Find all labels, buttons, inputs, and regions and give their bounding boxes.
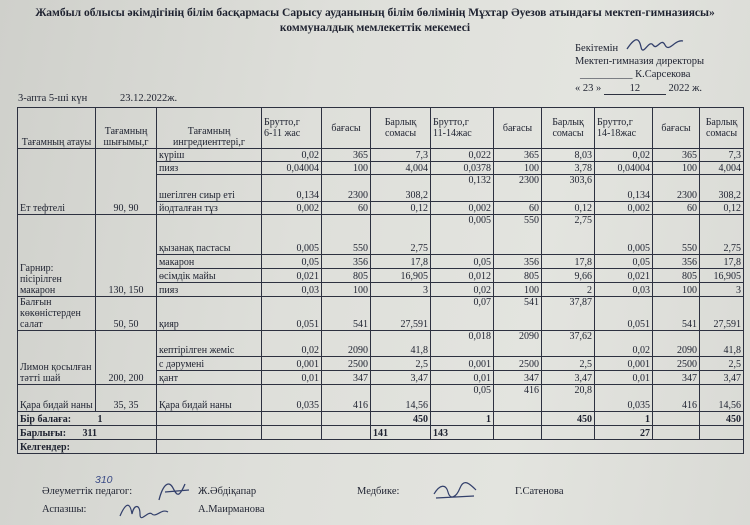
cell-gross-age3: 0,04004	[595, 162, 653, 175]
empty-cell	[700, 426, 744, 440]
cell-total-age2: 0,12	[542, 202, 595, 215]
cell-price-age2: 60	[494, 202, 542, 215]
gross-label: Брутто,г	[433, 117, 469, 128]
per-child-label-text: Бір балаға:	[20, 414, 72, 425]
director-signature-icon	[625, 33, 685, 55]
cell-gross-age1: 0,02	[262, 149, 322, 162]
medic-label: Медбике:	[357, 486, 400, 497]
cell-total-age3: 0,12	[700, 202, 744, 215]
cell-price-age3: 805	[653, 269, 700, 283]
col-price-header-age2: бағасы	[494, 108, 542, 149]
table-row	[18, 297, 744, 331]
table-row	[18, 215, 744, 255]
attended-row	[18, 440, 744, 454]
cell-total-age2: 2,5	[542, 357, 595, 371]
cell-price-age1: 356	[322, 255, 371, 269]
ingredient-name: қант	[157, 371, 262, 385]
cell-price-age3: 100	[653, 162, 700, 175]
dish-name: Лимон қосылған тәтті шай	[18, 331, 96, 385]
col-price-header-age3: бағасы	[653, 108, 700, 149]
cell-total-age1: 16,905	[371, 269, 431, 283]
cell-total-age2: 9,66	[542, 269, 595, 283]
cell-price-age1: 347	[322, 371, 371, 385]
cell-price-age3: 100	[653, 283, 700, 297]
cell-gross-age3: 0,02	[595, 331, 653, 357]
week-day: 3-апта 5-ші күн	[18, 93, 88, 104]
cell-price-age1: 416	[322, 385, 371, 412]
org-header-line1: Жамбыл облысы әкімдігінің білім басқармасы Сарысу ауданының білім бөлімінің Мұхтар Әуезов атындағы мектеп-гимназиясы»	[35, 7, 715, 19]
per-child-count-2: 1	[431, 412, 494, 426]
approval-date-year: 2022 ж.	[668, 83, 703, 94]
cell-total-age3: 16,905	[700, 269, 744, 283]
medic-name: Г.Сатенова	[515, 486, 564, 497]
dish-yield: 50, 50	[96, 297, 157, 331]
social-pedagogue-name: Ж.Әбдіқапар	[198, 486, 257, 497]
cell-total-age3: 41,8	[700, 331, 744, 357]
cell-total-age3: 2,5	[700, 357, 744, 371]
approval-label: Бекітемін	[575, 43, 619, 54]
table-row	[18, 149, 744, 162]
cell-total-age3: 2,75	[700, 215, 744, 255]
dish-name: Ет тефтелі	[18, 149, 96, 215]
cook-name: А.Маирманова	[198, 504, 265, 515]
totals-sum-1: 141	[371, 426, 431, 440]
cell-gross-age1: 0,035	[262, 385, 322, 412]
cell-price-age2: 550	[494, 215, 542, 255]
cell-gross-age1: 0,021	[262, 269, 322, 283]
cell-price-age1: 2090	[322, 331, 371, 357]
ingredient-name: қызанақ пастасы	[157, 215, 262, 255]
cell-gross-age2: 0,001	[431, 357, 494, 371]
cell-total-age3: 27,591	[700, 297, 744, 331]
cell-price-age3: 356	[653, 255, 700, 269]
cell-price-age3: 365	[653, 149, 700, 162]
cell-price-age1: 541	[322, 297, 371, 331]
cell-price-age2: 416	[494, 385, 542, 412]
cell-total-age3: 17,8	[700, 255, 744, 269]
totals-row	[18, 426, 744, 440]
cell-gross-age3: 0,01	[595, 371, 653, 385]
dish-yield: 90, 90	[96, 149, 157, 215]
table-header-row	[18, 108, 744, 149]
approval-date-day: « 23 »	[575, 83, 602, 94]
cell-gross-age2: 0,012	[431, 269, 494, 283]
totals-count-3: 27	[595, 426, 653, 440]
cell-price-age3: 550	[653, 215, 700, 255]
cell-total-age2: 37,62	[542, 331, 595, 357]
table-row	[18, 385, 744, 412]
cell-total-age3: 308,2	[700, 175, 744, 202]
cell-gross-age1: 0,051	[262, 297, 322, 331]
cell-total-age1: 2,75	[371, 215, 431, 255]
col-total-header-age2: Барлық сомасы	[542, 108, 595, 149]
totals-count-2: 143	[431, 426, 494, 440]
cell-price-age1: 2300	[322, 175, 371, 202]
cell-price-age3: 60	[653, 202, 700, 215]
cell-gross-age2: 0,05	[431, 385, 494, 412]
cell-total-age2: 2	[542, 283, 595, 297]
dish-yield: 35, 35	[96, 385, 157, 412]
approval-position: Мектеп-гимназия директоры	[575, 56, 705, 67]
cell-price-age2: 2500	[494, 357, 542, 371]
cell-gross-age2: 0,0378	[431, 162, 494, 175]
cell-total-age2: 17,8	[542, 255, 595, 269]
cell-price-age1: 550	[322, 215, 371, 255]
cell-gross-age3: 0,035	[595, 385, 653, 412]
empty-cell	[262, 426, 322, 440]
per-child-sum-2: 450	[542, 412, 595, 426]
ingredient-name: йодталған тұз	[157, 202, 262, 215]
cell-gross-age1: 0,02	[262, 331, 322, 357]
per-child-label	[18, 412, 157, 426]
col-ingredient-header: Тағамның ингредиенттері,г	[157, 108, 262, 149]
cell-price-age3: 416	[653, 385, 700, 412]
cell-gross-age1: 0,005	[262, 215, 322, 255]
gross-label: Брутто,г	[597, 117, 633, 128]
cook-label: Аспазшы:	[42, 504, 87, 515]
gross-label: Брутто,г	[264, 117, 300, 128]
col-gross-header-age3	[595, 108, 653, 149]
cell-gross-age3: 0,021	[595, 269, 653, 283]
col-total-header-age3: Барлық сомасы	[700, 108, 744, 149]
cell-gross-age1: 0,01	[262, 371, 322, 385]
cell-price-age2: 347	[494, 371, 542, 385]
cell-total-age1: 3	[371, 283, 431, 297]
empty-cell	[653, 426, 700, 440]
cell-gross-age2: 0,018	[431, 331, 494, 357]
cell-gross-age1: 0,05	[262, 255, 322, 269]
attended-label: Келгендер:	[18, 440, 157, 454]
cell-total-age2: 8,03	[542, 149, 595, 162]
cell-gross-age1: 0,002	[262, 202, 322, 215]
empty-cell	[157, 412, 262, 426]
cell-price-age1: 60	[322, 202, 371, 215]
cell-gross-age3: 0,051	[595, 297, 653, 331]
cell-price-age3: 2500	[653, 357, 700, 371]
cell-price-age1: 805	[322, 269, 371, 283]
ingredient-name: пияз	[157, 162, 262, 175]
cell-gross-age2: 0,07	[431, 297, 494, 331]
cell-price-age2: 100	[494, 283, 542, 297]
cell-total-age2: 37,87	[542, 297, 595, 331]
cell-price-age1: 100	[322, 162, 371, 175]
cell-total-age1: 14,56	[371, 385, 431, 412]
cell-price-age1: 2500	[322, 357, 371, 371]
cell-gross-age3: 0,001	[595, 357, 653, 371]
per-child-count-3: 1	[595, 412, 653, 426]
cell-price-age3: 347	[653, 371, 700, 385]
age-group-6-11: 6-11 жас	[264, 128, 301, 139]
cell-gross-age3: 0,05	[595, 255, 653, 269]
approval-name-line: __________ К.Сарсекова	[580, 69, 691, 80]
attended-cell	[157, 440, 744, 454]
ingredient-name: с дәрумені	[157, 357, 262, 371]
col-dish-header: Тағамның атауы	[18, 108, 96, 149]
cell-total-age1: 17,8	[371, 255, 431, 269]
org-header-line2: коммуналдық мемлекеттік мекемесі	[279, 22, 471, 34]
table-row	[18, 331, 744, 357]
cell-total-age3: 4,004	[700, 162, 744, 175]
cell-gross-age1: 0,001	[262, 357, 322, 371]
empty-cell	[542, 426, 595, 440]
cell-price-age2: 805	[494, 269, 542, 283]
cell-gross-age1: 0,04004	[262, 162, 322, 175]
cell-gross-age3: 0,02	[595, 149, 653, 162]
cell-gross-age2: 0,005	[431, 215, 494, 255]
cell-total-age2: 20,8	[542, 385, 595, 412]
ingredient-name: қияр	[157, 297, 262, 331]
cell-total-age3: 14,56	[700, 385, 744, 412]
cell-total-age1: 4,004	[371, 162, 431, 175]
empty-cell	[653, 412, 700, 426]
per-child-sum-3: 450	[700, 412, 744, 426]
per-child-count-1: 1	[97, 414, 103, 425]
cell-gross-age1: 0,03	[262, 283, 322, 297]
cell-price-age1: 100	[322, 283, 371, 297]
cell-gross-age3: 0,03	[595, 283, 653, 297]
cell-total-age1: 0,12	[371, 202, 431, 215]
cell-gross-age2: 0,022	[431, 149, 494, 162]
ingredient-name: кептірілген жеміс	[157, 331, 262, 357]
empty-cell	[494, 412, 542, 426]
per-child-sum-1: 450	[371, 412, 431, 426]
cell-total-age3: 3	[700, 283, 744, 297]
cell-price-age1: 365	[322, 149, 371, 162]
dish-name: Балғын көкөністерден салат	[18, 297, 96, 331]
cell-price-age2: 356	[494, 255, 542, 269]
social-pedagogue-label: Әлеуметтік педагог:	[42, 486, 133, 497]
cell-gross-age3: 0,134	[595, 175, 653, 202]
cell-total-age2: 3,78	[542, 162, 595, 175]
col-gross-header-age1	[262, 108, 322, 149]
cell-total-age2: 3,47	[542, 371, 595, 385]
dish-yield: 200, 200	[96, 331, 157, 385]
attended-handwritten-value: 310	[95, 474, 113, 486]
cell-price-age2: 100	[494, 162, 542, 175]
cell-total-age1: 308,2	[371, 175, 431, 202]
cell-gross-age3: 0,002	[595, 202, 653, 215]
ingredient-name: күріш	[157, 149, 262, 162]
approval-date-month: 12	[604, 83, 666, 95]
ingredient-name: пияз	[157, 283, 262, 297]
age-group-14-18: 14-18жас	[597, 128, 637, 139]
totals-label	[18, 426, 157, 440]
cell-total-age1: 27,591	[371, 297, 431, 331]
col-yield-header: Тағамның шығымы,г	[96, 108, 157, 149]
empty-cell	[322, 426, 371, 440]
col-price-header-age1: бағасы	[322, 108, 371, 149]
empty-cell	[322, 412, 371, 426]
empty-cell	[157, 426, 262, 440]
cell-price-age2: 541	[494, 297, 542, 331]
col-total-header-age1: Барлық сомасы	[371, 108, 431, 149]
cell-price-age2: 2090	[494, 331, 542, 357]
dish-name: Қара бидай наны	[18, 385, 96, 412]
cell-price-age2: 365	[494, 149, 542, 162]
cell-gross-age2: 0,002	[431, 202, 494, 215]
dish-yield: 130, 150	[96, 215, 157, 297]
age-group-11-14: 11-14жас	[433, 128, 472, 139]
dish-name: Гарнир: пісірілген макарон	[18, 215, 96, 297]
ingredient-name: макарон	[157, 255, 262, 269]
cell-gross-age2: 0,05	[431, 255, 494, 269]
cell-gross-age1: 0,134	[262, 175, 322, 202]
cell-gross-age3: 0,005	[595, 215, 653, 255]
ingredient-name: шегілген сиыр еті	[157, 175, 262, 202]
cell-total-age1: 7,3	[371, 149, 431, 162]
menu-table	[17, 107, 744, 454]
cell-total-age3: 3,47	[700, 371, 744, 385]
col-gross-header-age2	[431, 108, 494, 149]
cell-price-age3: 541	[653, 297, 700, 331]
approval-name: К.Сарсекова	[635, 69, 691, 80]
totals-count-1: 311	[82, 428, 97, 439]
approval-date	[575, 83, 702, 95]
empty-cell	[262, 412, 322, 426]
cell-gross-age2: 0,132	[431, 175, 494, 202]
cell-total-age2: 2,75	[542, 215, 595, 255]
cell-total-age2: 303,6	[542, 175, 595, 202]
totals-label-text: Барлығы:	[20, 428, 67, 439]
medic-signature-icon	[430, 480, 480, 502]
empty-cell	[494, 426, 542, 440]
cell-total-age1: 3,47	[371, 371, 431, 385]
menu-date: 23.12.2022ж.	[120, 93, 178, 104]
cell-total-age1: 41,8	[371, 331, 431, 357]
cell-price-age3: 2300	[653, 175, 700, 202]
cell-gross-age2: 0,01	[431, 371, 494, 385]
per-child-row	[18, 412, 744, 426]
ingredient-name: Қара бидай наны	[157, 385, 262, 412]
cook-signature-icon	[118, 500, 170, 522]
cell-total-age3: 7,3	[700, 149, 744, 162]
cell-total-age1: 2,5	[371, 357, 431, 371]
ingredient-name: өсімдік майы	[157, 269, 262, 283]
cell-gross-age2: 0,02	[431, 283, 494, 297]
cell-price-age2: 2300	[494, 175, 542, 202]
cell-price-age3: 2090	[653, 331, 700, 357]
